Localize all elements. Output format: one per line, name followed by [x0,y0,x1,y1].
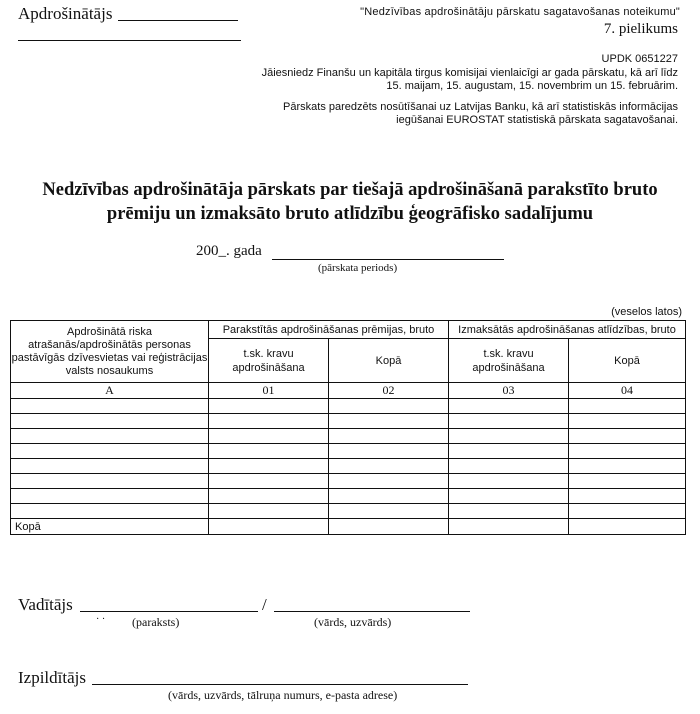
table-cell[interactable] [329,399,449,414]
header-claims-cargo: t.sk. kravu apdrošināšana [449,339,569,383]
table-cell[interactable] [209,459,329,474]
table-cell[interactable] [209,414,329,429]
submission-note: Jāiesniedz Finanšu un kapitāla tirgus komisijai vienlaicīgi ar gada pārskatu, kā arī līdz 15. maijam, 15. augustam, 15. novembrim un 15. februārim. [261,67,678,92]
period-year-label: 200_. gada [196,243,262,259]
table-cell[interactable] [209,474,329,489]
table-cell[interactable] [329,489,449,504]
regulation-title: "Nedzīvības apdrošinātāju pārskatu sagatavošanas noteikumu" [360,6,680,18]
table-cell[interactable] [569,414,686,429]
table-row [11,414,686,429]
table-cell[interactable] [569,489,686,504]
column-code: 04 [569,383,686,399]
total-label: Kopā [11,519,209,535]
table-cell[interactable] [449,489,569,504]
table-cell[interactable] [209,429,329,444]
manager-signature-line[interactable] [80,611,258,612]
table-cell[interactable] [209,444,329,459]
header-premiums: Parakstītās apdrošināšanas prēmijas, bruto [209,321,449,339]
header-premiums-cargo: t.sk. kravu apdrošināšana [209,339,329,383]
table-row [11,444,686,459]
total-cell[interactable] [329,519,449,535]
executor-line[interactable] [92,684,468,685]
column-code: A [11,383,209,399]
table-cell[interactable] [449,474,569,489]
table-row [11,429,686,444]
total-row [11,519,686,535]
table-cell[interactable] [329,444,449,459]
report-table [10,320,686,535]
purpose-note: Pārskats paredzēts nosūtīšanai uz Latvijas Banku, kā arī statistiskās informācijas iegūšanai EUROSTAT statistiskā pārskata sagatavošanai. [283,101,678,126]
table-cell[interactable] [11,474,209,489]
table-cell[interactable] [329,429,449,444]
dot-mark: · · [96,614,106,625]
total-cell[interactable] [209,519,329,535]
executor-label: Izpildītājs [18,668,86,687]
column-code-row [11,383,686,399]
table-row [11,504,686,519]
table-cell[interactable] [569,504,686,519]
table-cell[interactable] [209,399,329,414]
executor-caption: (vārds, uzvārds, tālruņa numurs, e-pasta adrese) [168,688,398,702]
page-title: Nedzīvības apdrošinātāja pārskats par tiešajā apdrošināšanā parakstīto bruto prēmiju un izmaksāto bruto atlīdzību ģeogrāfisko sadalījumu [42,180,658,224]
table-cell[interactable] [569,399,686,414]
table-cell[interactable] [449,399,569,414]
table-row [11,474,686,489]
header-country: Apdrošinātā riska atrašanās/apdrošinātās personas pastāvīgās dzīvesvietas vai reģistrācijas valsts nosaukums [11,321,209,383]
table-cell[interactable] [11,429,209,444]
table-row [11,459,686,474]
insurer-label: Apdrošinātājs [18,4,113,23]
table-cell[interactable] [11,444,209,459]
name-caption: (vārds, uzvārds) [314,615,392,629]
table-header-row [11,321,686,339]
header-premiums-total: Kopā [329,339,449,383]
header-claims-total: Kopā [569,339,686,383]
table-cell[interactable] [449,429,569,444]
table-cell[interactable] [329,459,449,474]
table-row [11,399,686,414]
table-cell[interactable] [569,474,686,489]
header-claims: Izmaksātās apdrošināšanas atlīdzības, bruto [449,321,686,339]
table-cell[interactable] [209,489,329,504]
units-note: (veselos latos) [611,306,682,318]
form-code: UPDK 0651227 [601,53,678,65]
total-cell[interactable] [569,519,686,535]
table-cell[interactable] [449,444,569,459]
table-cell[interactable] [569,459,686,474]
table-cell[interactable] [11,504,209,519]
table-cell[interactable] [569,429,686,444]
insurer-name-line-2[interactable] [18,40,241,41]
period-caption: (pārskata periods) [318,262,398,274]
column-code: 02 [329,383,449,399]
table-cell[interactable] [449,414,569,429]
signature-caption: (paraksts) [132,615,180,629]
table-cell[interactable] [329,504,449,519]
table-cell[interactable] [11,459,209,474]
period-input-line[interactable] [272,259,504,260]
total-cell[interactable] [449,519,569,535]
table-cell[interactable] [449,504,569,519]
slash-separator: / [262,595,267,614]
table-row [11,489,686,504]
annex-number: 7. pielikums [603,21,678,37]
column-code: 03 [449,383,569,399]
table-cell[interactable] [329,474,449,489]
table-cell[interactable] [329,414,449,429]
table-cell[interactable] [11,399,209,414]
table-cell[interactable] [449,459,569,474]
table-cell[interactable] [569,444,686,459]
table-cell[interactable] [209,504,329,519]
manager-label: Vadītājs [18,595,73,614]
manager-name-line[interactable] [274,611,470,612]
column-code: 01 [209,383,329,399]
table-cell[interactable] [11,489,209,504]
table-cell[interactable] [11,414,209,429]
insurer-name-line[interactable] [118,20,238,21]
